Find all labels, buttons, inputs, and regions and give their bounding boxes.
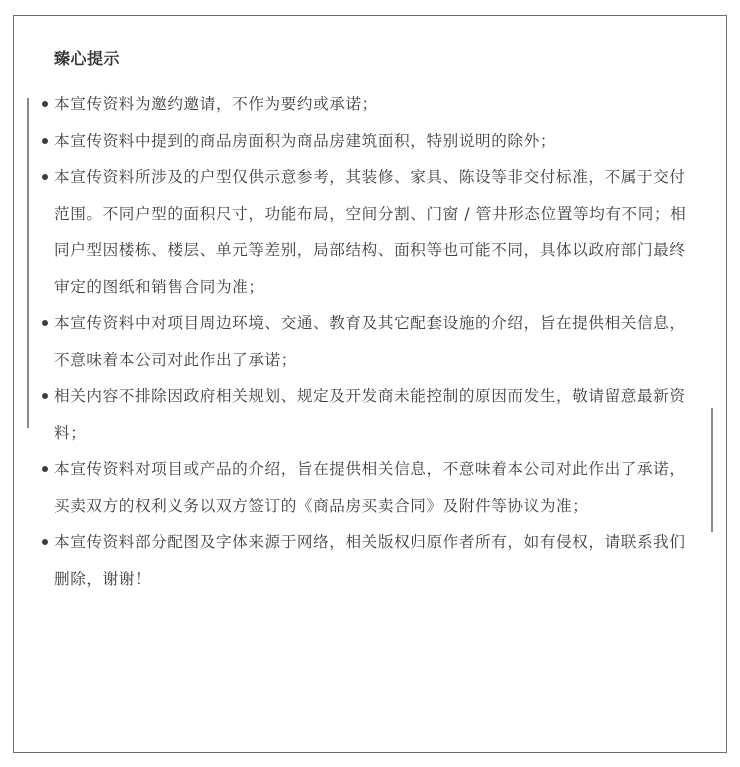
notice-list [42, 86, 692, 597]
notice-item-text: 本宣传资料中对项目周边环境、交通、教育及其它配套设施的介绍，旨在提供相关信息，不意味着本公司对此作出了承诺； [54, 314, 686, 369]
left-decorative-line [27, 98, 29, 428]
notice-item [42, 123, 692, 160]
bullet-icon [42, 466, 48, 472]
notice-item-text: 本宣传资料中提到的商品房面积为商品房建筑面积，特别说明的除外； [54, 131, 557, 150]
notice-item-text: 本宣传资料部分配图及字体来源于网络，相关版权归原作者所有，如有侵权，请联系我们删除，谢谢！ [54, 533, 686, 588]
notice-item [42, 451, 692, 524]
notice-title: 臻心提示 [54, 49, 121, 68]
notice-item [42, 86, 692, 123]
notice-item [42, 159, 692, 305]
bullet-icon [42, 393, 48, 399]
notice-item [42, 305, 692, 378]
bullet-icon [42, 101, 48, 107]
bullet-icon [42, 174, 48, 180]
bullet-icon [42, 320, 48, 326]
bullet-icon [42, 138, 48, 144]
notice-item-text: 本宣传资料对项目或产品的介绍，旨在提供相关信息，不意味着本公司对此作出了承诺，买卖双方的权利义务以双方签订的《商品房买卖合同》及附件等协议为准； [54, 460, 686, 515]
notice-item-text: 本宣传资料为邀约邀请，不作为要约或承诺； [54, 95, 378, 113]
right-decorative-line [711, 408, 713, 532]
bullet-icon [42, 539, 48, 545]
notice-item-text: 本宣传资料所涉及的户型仅供示意参考，其装修、家具、陈设等非交付标准，不属于交付范围。不同户型的面积尺寸，功能布局，空间分割、门窗 / 管井形态位置等均有不同；相同户型因楼栋、楼层、单元等差别，局部结构、面积等也可能不同，具体以政府部门最终审定的图纸和销售合同为准； [54, 168, 687, 296]
notice-item [42, 524, 692, 597]
notice-item-text: 相关内容不排除因政府相关规划、规定及开发商未能控制的原因而发生，敬请留意最新资料； [54, 387, 686, 442]
notice-item [42, 378, 692, 451]
